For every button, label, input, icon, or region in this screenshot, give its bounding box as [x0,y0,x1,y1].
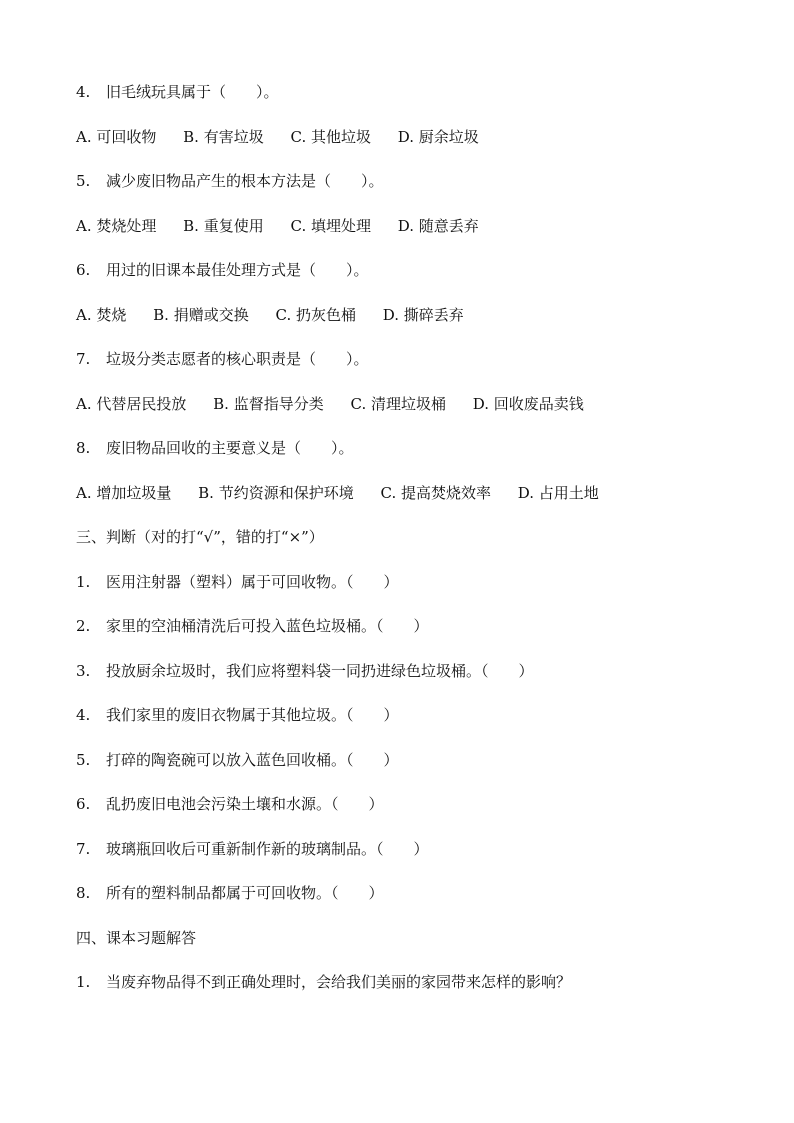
option-a: A. 增加垃圾量 [76,484,172,502]
question-7-options [76,393,584,415]
item-text: 医用注射器（塑料）属于可回收物。（ ） [106,573,399,591]
judgment-item-6 [76,793,384,815]
option-c: C. 其他垃圾 [290,128,371,146]
option-b: B. 重复使用 [183,217,264,235]
question-4-options [76,126,479,148]
option-a: A. 焚烧 [76,306,127,324]
item-text: 玻璃瓶回收后可重新制作新的玻璃制品。（ ） [106,840,429,858]
option-c: C. 填埋处理 [290,217,371,235]
exercise-item-1 [76,971,571,993]
question-number: 7. [76,350,91,368]
item-text: 乱扔废旧电池会污染土壤和水源。（ ） [106,795,384,813]
item-text: 投放厨余垃圾时，我们应将塑料袋一同扔进绿色垃圾桶。（ ） [106,662,534,680]
option-a: A. 代替居民投放 [76,395,187,413]
question-8-options [76,482,599,504]
option-b: B. 节约资源和保护环境 [198,484,354,502]
question-5-options [76,215,479,237]
option-a: A. 可回收物 [76,128,157,146]
option-d: D. 厨余垃圾 [397,128,479,146]
judgment-item-3 [76,660,534,682]
option-b: B. 有害垃圾 [183,128,264,146]
item-text: 所有的塑料制品都属于可回收物。（ ） [106,884,384,902]
judgment-item-1 [76,571,399,593]
judgment-item-4 [76,704,399,726]
question-7 [76,348,369,370]
question-6-options [76,304,464,326]
question-text: 旧毛绒玩具属于（ ）。 [106,83,279,101]
question-number: 5. [76,172,91,190]
item-number: 2. [76,617,91,635]
judgment-item-7 [76,838,429,860]
item-number: 7. [76,840,91,858]
option-d: D. 回收废品卖钱 [472,395,584,413]
option-d: D. 占用土地 [517,484,599,502]
item-number: 4. [76,706,91,724]
question-6 [76,259,369,281]
question-4 [76,81,279,103]
question-5 [76,170,384,192]
question-text: 废旧物品回收的主要意义是（ ）。 [106,439,354,457]
option-a: A. 焚烧处理 [76,217,157,235]
option-d: D. 随意丢弃 [397,217,479,235]
judgment-item-5 [76,749,399,771]
question-number: 4. [76,83,91,101]
option-c: C. 清理垃圾桶 [350,395,446,413]
item-number: 5. [76,751,91,769]
option-d: D. 撕碎丢弃 [382,306,464,324]
question-number: 6. [76,261,91,279]
option-b: B. 捐赠或交换 [153,306,249,324]
question-8 [76,437,354,459]
item-number: 1. [76,973,91,991]
question-text: 减少废旧物品产生的根本方法是（ ）。 [106,172,384,190]
item-number: 6. [76,795,91,813]
item-text: 家里的空油桶清洗后可投入蓝色垃圾桶。（ ） [106,617,429,635]
item-text: 打碎的陶瓷碗可以放入蓝色回收桶。（ ） [106,751,399,769]
judgment-item-8 [76,882,384,904]
item-number: 8. [76,884,91,902]
question-text: 垃圾分类志愿者的核心职责是（ ）。 [106,350,369,368]
judgment-item-2 [76,615,429,637]
item-text: 我们家里的废旧衣物属于其他垃圾。（ ） [106,706,399,724]
item-text: 当废弃物品得不到正确处理时，会给我们美丽的家园带来怎样的影响？ [106,973,572,991]
option-c: C. 提高焚烧效率 [380,484,491,502]
section-3-title: 三、判断（对的打“√”，错的打“×”） [76,528,324,546]
item-number: 3. [76,662,91,680]
section-4-title: 四、课本习题解答 [76,929,197,947]
question-number: 8. [76,439,91,457]
option-c: C. 扔灰色桶 [275,306,356,324]
option-b: B. 监督指导分类 [213,395,324,413]
question-text: 用过的旧课本最佳处理方式是（ ）。 [106,261,369,279]
item-number: 1. [76,573,91,591]
